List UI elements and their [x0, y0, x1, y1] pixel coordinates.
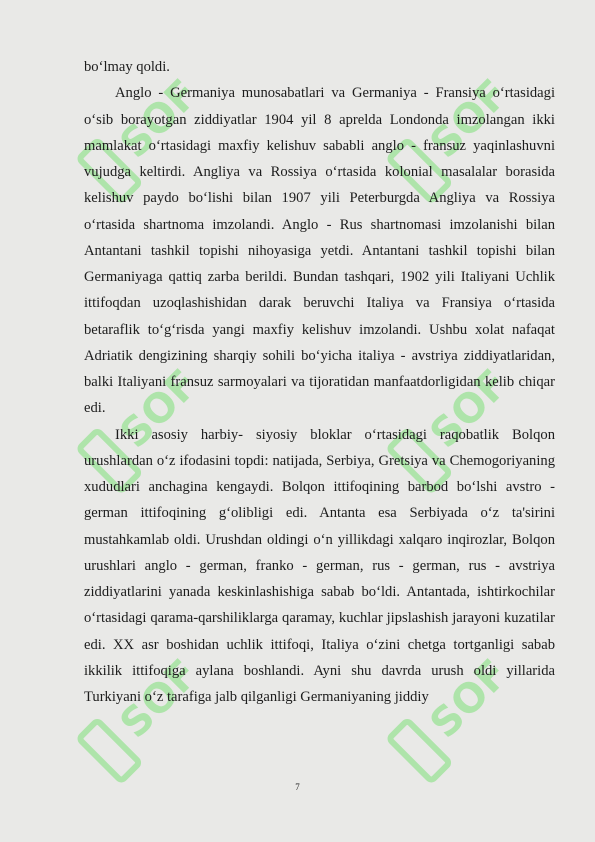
body-text: [84, 54, 555, 710]
watermark-text: SOF: [421, 70, 518, 168]
paragraph: Ikki asosiy harbiy- siyosiy bloklar o‘rtasidagi raqobatlik Bolqon urushlardan o‘z ifodasini topdi: natijada, Serbiya, Gretsiya va Chemogoriyaning xududlari anchagina kengaydi. Bolqon ittifoqining barbod bo‘lshi avstro - german ittifoqining g‘olibligi edi. Antanta esa Serbiyada o‘z ta'sirini mustahkamlab oldi. Urushdan oldingi o‘n yillikdagi xalqaro inqirozlar, Bolqon urushlari anglo - german, franko - german, rus - german, rus - avstriya ziddiyatlarini yanada keskinlashishiga sabab bo‘ldi. Antantada, ishtirkochilar o‘rtasidagi qarama-qarshiliklarga qaramay, kuchlar jipslashish jarayoni kuzatilar edi. XX asr boshidan uchlik ittifoqi, Italiya o‘zini chetga tortganligi sabab ikkilik ittifoqiga aylana boshlandi. Ayni shu davrda urush oldi yillarida Turkiyani o‘z tarafiga jalb qilganligi Germaniyaning jiddiy: [84, 426, 555, 705]
paragraph: Anglo - Germaniya munosabatlari va Germaniya - Fransiya o‘rtasidagi o‘sib borayotgan ziddiyatlar 1904 yil 8 aprelda Londonda imzolangan ikki mamlakat o‘rtasidagi maxfiy kelishuv sababli anglo - fransuz yaqinlashuvni vujudga keltirdi. Angliya va Rossiya o‘rtasida kolonial masalalar borasida kelishuv paydo bo‘lishi bilan 1907 yili Peterburgda Angliya va Rossiya o‘rtasida shartnoma imzolandi. Anglo - Rus shartnomasi imzolanishi bilan Antantani tashkil topishi nihoyasiga yetdi. Antantani tashkil topishi bilan Germaniyaga qattiq zarba berildi. Bundan tashqari, 1902 yili Italiyani Uchlik ittifoqdan uzoqlashishidan darak beruvchi Italiya va Fransiya o‘rtasida betaraflik to‘g‘risda yangi maxfiy kelishuv imzolandi. Ushbu xolat nafaqat Adriatik dengizining sharqiy sohili bo‘yicha italiya - avstriya ziddiyatlaridan, balki Italiyani fransuz sarmoyalari va tijoratidan manfaatdorligidan kelib chiqar edi.: [84, 85, 555, 417]
watermark-text: SOF: [111, 650, 208, 748]
paragraph-continuation: bo‘lmay qoldi.: [84, 59, 170, 75]
watermark-text: SOF: [421, 360, 518, 458]
watermark-text: SOF: [111, 70, 208, 168]
watermark-text: SOF: [421, 650, 518, 748]
watermark-text: SOF: [111, 360, 208, 458]
page-number: 7: [295, 782, 300, 792]
